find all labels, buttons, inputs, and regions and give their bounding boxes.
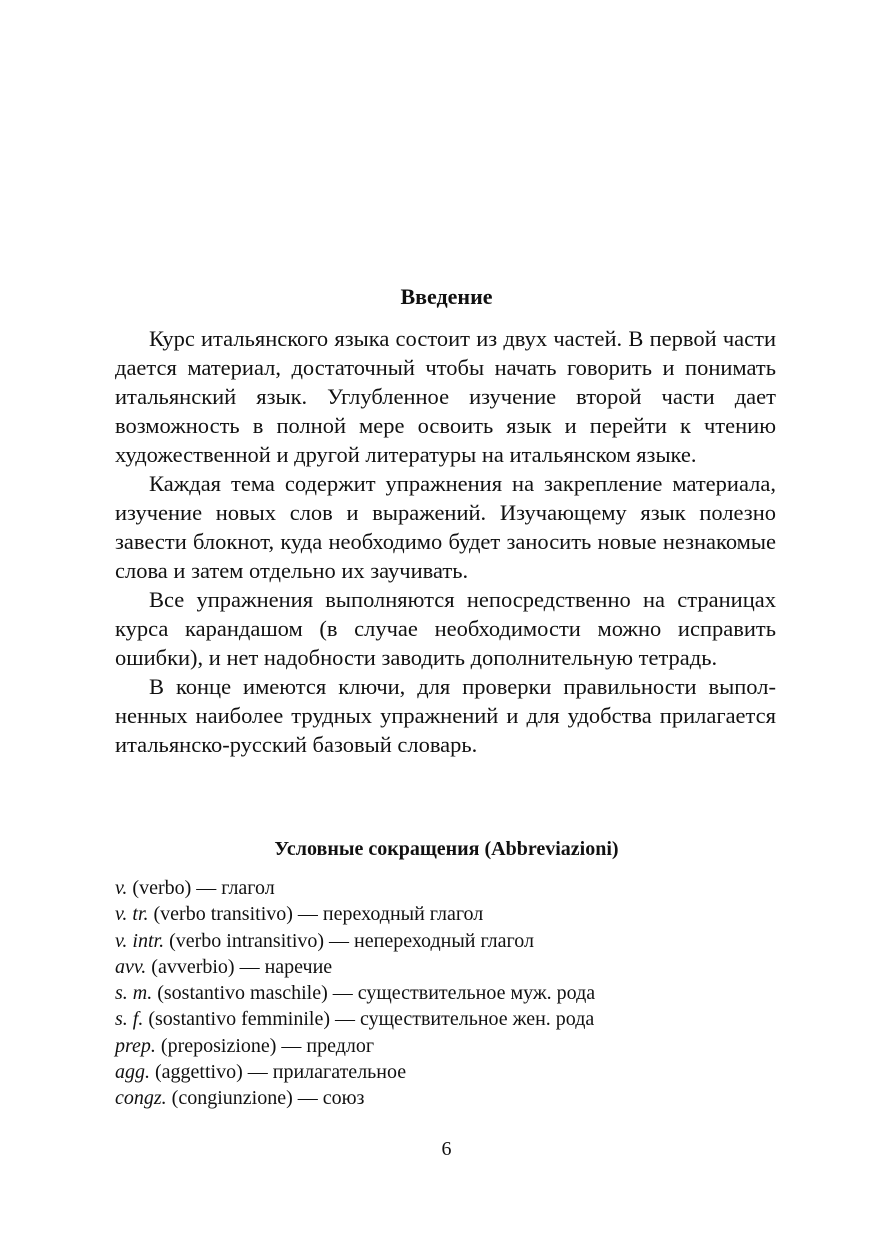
abbreviation-description: (verbo transitivo) — переходный глагол bbox=[148, 903, 484, 926]
abbreviation: s. m. bbox=[115, 982, 153, 1005]
abbreviation: congz. bbox=[115, 1087, 167, 1110]
list-item bbox=[115, 1006, 776, 1032]
abbreviation-description: (preposizione) — предлог bbox=[155, 1034, 375, 1057]
abbreviation: prep. bbox=[115, 1034, 156, 1057]
page-title: Введение bbox=[400, 284, 493, 309]
abbreviation-description: (verbo) — глагол bbox=[127, 877, 275, 899]
abbreviation: s. f. bbox=[115, 1008, 144, 1031]
list-item bbox=[115, 928, 776, 954]
introduction-text bbox=[115, 324, 776, 759]
list-item bbox=[115, 875, 776, 901]
abbreviation-description: (avverbio) — наречие bbox=[146, 955, 333, 978]
abbreviation: v. intr. bbox=[115, 929, 165, 952]
list-item bbox=[115, 901, 776, 927]
abbreviation-description: (sostantivo femminile) — существительное жен. рода bbox=[143, 1008, 595, 1031]
abbreviations-title: Условные сокращения (Abbreviazioni) bbox=[274, 838, 619, 860]
abbreviation-description: (verbo intransitivo) — непереходный глагол bbox=[164, 929, 534, 952]
list-item bbox=[115, 1033, 776, 1059]
abbreviations-list bbox=[115, 875, 776, 1112]
paragraph: Каждая тема содержит упражнения на закрепление материала, изучение новых слов и выражений. Изучающему язык полезно завести блокнот, куда необходимо будет заносить новые незнакомые слова и затем отдельно их заучивать. bbox=[115, 471, 776, 583]
list-item bbox=[115, 1085, 776, 1111]
abbreviation-description: (aggettivo) — прилагательное bbox=[150, 1061, 407, 1084]
list-item bbox=[115, 954, 776, 980]
abbreviation-description: (sostantivo maschile) — существительное муж. рода bbox=[152, 982, 596, 1005]
abbreviation-description: (congiunzione) — союз bbox=[166, 1087, 365, 1110]
abbreviation: agg. bbox=[115, 1061, 150, 1084]
paragraph: В конце имеются ключи, для проверки правильности выполненных наиболее трудных упражнений и для удобства прилагается итальянско-русский базовый словарь. bbox=[115, 674, 776, 757]
paragraph: Курс итальянского языка состоит из двух частей. В первой части дается материал, достаточный чтобы начать говорить и понимать итальянский язык. Углубленное изучение второй части дает возможность в полной мере освоить язык и перейти к чтению художественной и другой литературы на итальянском языке. bbox=[115, 326, 776, 467]
abbreviation: avv. bbox=[115, 955, 147, 978]
paragraph: Все упражнения выполняются непосредственно на страницах курса карандашом (в случае необходимости можно исправить ошибки), и нет надобности заводить дополнительную тетрадь. bbox=[115, 587, 776, 670]
list-item bbox=[115, 980, 776, 1006]
list-item bbox=[115, 1059, 776, 1085]
page-number: 6 bbox=[441, 1138, 452, 1160]
abbreviation: v. bbox=[115, 877, 128, 899]
abbreviation: v. tr. bbox=[115, 903, 149, 926]
